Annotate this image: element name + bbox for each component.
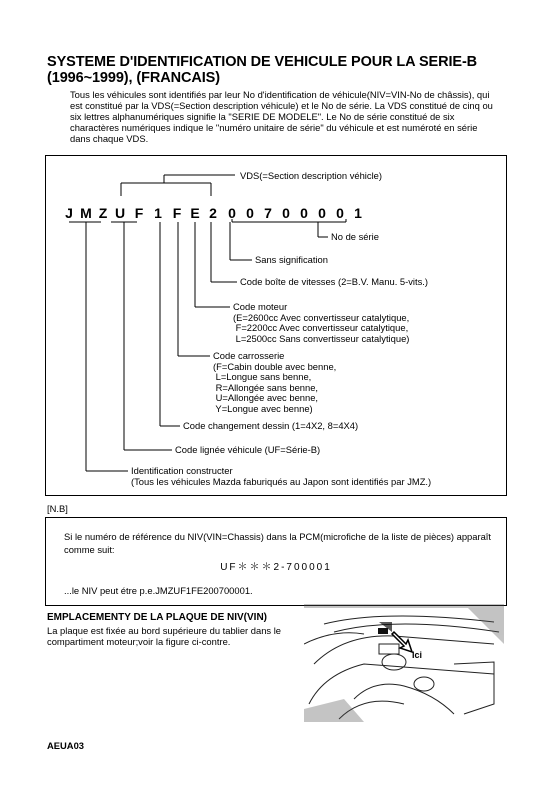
- body-code-label: Code carrosserie (F=Cabin double avec benne, L=Longue sans benne, R=Allongée sans benne, U=Allongée avec benne, Y=Longue avec benne): [213, 350, 337, 414]
- section-title: EMPLACEMENTY DE LA PLAQUE DE NIV(VIN): [47, 612, 268, 623]
- vds-label: VDS(=Section description véhicle): [240, 170, 382, 181]
- nb-label: [N.B]: [47, 503, 68, 514]
- vin-char: 1: [154, 205, 162, 221]
- serial-label: No de série: [331, 231, 379, 242]
- vin-char: 0: [246, 205, 254, 221]
- intro-paragraph: Tous les véhicules sont identifiés par leur No d'identification de véhicule(NIV=VIN-No de châssis), qui est constitué par la VDS(=Section description véhicule) et le No de série. La VDS constitué de cinq ou six lettres alphanumériques signifie la "SERIE DE MODELE". Le No de série constitué de six charactères numériques indique le "numéro unitaire de série" du véhicule et est numéroté en série dans chaque VDS.: [70, 89, 493, 144]
- section-text: La plaque est fixée au bord supérieure du tablier dans le compartiment moteur;voir la figure ci-contre.: [47, 625, 282, 647]
- vin-char: 0: [336, 205, 344, 221]
- vin-char: E: [190, 205, 200, 221]
- vin-char: 0: [228, 205, 236, 221]
- page-title: SYSTEME D'IDENTIFICATION DE VEHICULE POUR LA SERIE-B (1996~1999), (FRANCAIS): [47, 54, 478, 86]
- sans-signification-label: Sans signification: [255, 254, 328, 265]
- ici-label: Ici: [412, 650, 423, 660]
- design-change-label: Code changement dessin (1=4X2, 8=4X4): [183, 420, 359, 431]
- nb-example: ...le NIV peut étre p.e.JMZUF1FE200700001.: [64, 585, 253, 596]
- vin-char: F: [172, 205, 182, 221]
- nb-code: UF＊＊＊2-700001: [220, 562, 332, 573]
- vin-char: 0: [318, 205, 326, 221]
- page-footer-code: AEUA03: [47, 740, 84, 751]
- vin-char: Z: [98, 205, 108, 221]
- nb-box: [45, 517, 507, 606]
- vin-char: J: [65, 205, 73, 221]
- engine-code-label: Code moteur (E=2600cc Avec convertisseur catalytique, F=2200cc Avec convertisseur catalytique, L=2500cc Sans convertisseur catalytique): [233, 301, 410, 344]
- manufacturer-label: Identification constructer (Tous les véhicules Mazda faburiqués au Japon sont identifiés par JMZ.): [131, 465, 432, 487]
- gearbox-code-label: Code boîte de vitesses (2=B.V. Manu. 5-vits.): [240, 276, 429, 287]
- engine-compartment-figure: [304, 604, 504, 722]
- vin-char: F: [134, 205, 144, 221]
- vehicle-line-label: Code lignée véhicule (UF=Série-B): [175, 444, 321, 455]
- vin-char: 2: [209, 205, 217, 221]
- vin-char: 0: [282, 205, 290, 221]
- vin-char: 0: [300, 205, 308, 221]
- nb-text: Si le numéro de référence du NIV(VIN=Chassis) dans la PCM(microfiche de la liste de pièces) apparaît comme suit:: [64, 531, 492, 555]
- vin-char: U: [114, 205, 126, 221]
- vin-char: M: [80, 205, 92, 221]
- vin-char: 7: [264, 205, 272, 221]
- vin-char: 1: [354, 205, 362, 221]
